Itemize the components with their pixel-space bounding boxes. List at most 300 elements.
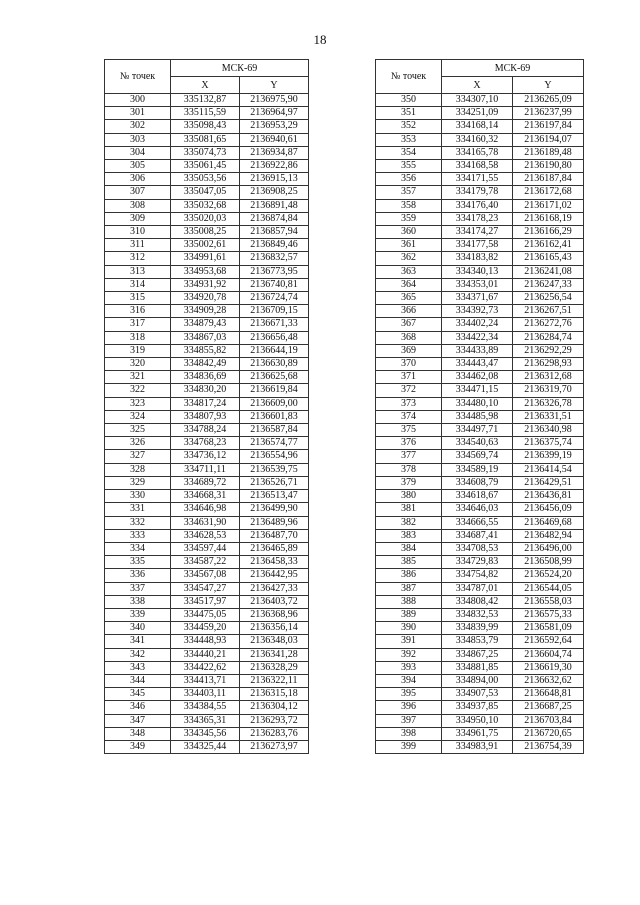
y-coordinate-cell: 2136187,84 [513, 173, 584, 186]
x-coordinate-cell: 334471,15 [442, 384, 513, 397]
y-coordinate-cell: 2136482,94 [513, 529, 584, 542]
y-coordinate-cell: 2136587,84 [240, 424, 309, 437]
x-coordinate-cell: 334448,93 [171, 635, 240, 648]
table-row [105, 688, 309, 701]
y-coordinate-cell: 2136496,00 [513, 542, 584, 555]
x-coordinate-cell: 334953,68 [171, 265, 240, 278]
points-header: № точек [105, 60, 171, 94]
x-coordinate-cell: 334371,67 [442, 292, 513, 305]
x-coordinate-cell: 334788,24 [171, 424, 240, 437]
x-coordinate-cell: 334666,55 [442, 516, 513, 529]
y-coordinate-cell: 2136720,65 [513, 727, 584, 740]
x-coordinate-cell: 334168,14 [442, 120, 513, 133]
coordinates-table-right [375, 59, 584, 754]
x-coordinate-cell: 334631,90 [171, 516, 240, 529]
x-coordinate-cell: 334668,31 [171, 490, 240, 503]
y-coordinate-cell: 2136558,03 [513, 595, 584, 608]
x-coordinate-cell: 334879,43 [171, 318, 240, 331]
y-coordinate-cell: 2136724,74 [240, 292, 309, 305]
y-coordinate-cell: 2136740,81 [240, 278, 309, 291]
y-coordinate-cell: 2136709,15 [240, 305, 309, 318]
point-number-cell: 363 [376, 265, 442, 278]
coordinates-table-left [104, 59, 309, 754]
y-coordinate-cell: 2136592,64 [513, 635, 584, 648]
point-number-cell: 355 [376, 160, 442, 173]
point-number-cell: 392 [376, 648, 442, 661]
y-coordinate-cell: 2136247,33 [513, 278, 584, 291]
table-body [105, 94, 309, 754]
table-row [376, 490, 584, 503]
y-coordinate-cell: 2136298,93 [513, 358, 584, 371]
x-coordinate-cell: 334618,67 [442, 490, 513, 503]
y-coordinate-cell: 2136328,29 [240, 661, 309, 674]
y-coordinate-cell: 2136172,68 [513, 186, 584, 199]
y-coordinate-cell: 2136465,89 [240, 542, 309, 555]
coordinate-system-header: МСК-69 [171, 60, 309, 77]
x-coordinate-cell: 335002,61 [171, 239, 240, 252]
y-coordinate-cell: 2136284,74 [513, 331, 584, 344]
y-coordinate-cell: 2136671,33 [240, 318, 309, 331]
point-number-cell: 375 [376, 424, 442, 437]
table-row [376, 476, 584, 489]
table-row [105, 239, 309, 252]
point-number-cell: 314 [105, 278, 171, 291]
point-number-cell: 344 [105, 674, 171, 687]
table-row [376, 107, 584, 120]
table-row [376, 450, 584, 463]
point-number-cell: 348 [105, 727, 171, 740]
x-coordinate-cell: 335032,68 [171, 199, 240, 212]
y-coordinate-cell: 2136348,03 [240, 635, 309, 648]
point-number-cell: 311 [105, 239, 171, 252]
y-coordinate-cell: 2136162,41 [513, 239, 584, 252]
x-coordinate-cell: 334569,74 [442, 450, 513, 463]
y-coordinate-cell: 2136544,05 [513, 582, 584, 595]
y-coordinate-cell: 2136632,62 [513, 674, 584, 687]
point-number-cell: 310 [105, 226, 171, 239]
x-coordinate-cell: 334931,92 [171, 278, 240, 291]
y-coordinate-cell: 2136524,20 [513, 569, 584, 582]
point-number-cell: 302 [105, 120, 171, 133]
x-coordinate-cell: 334547,27 [171, 582, 240, 595]
point-number-cell: 391 [376, 635, 442, 648]
table-row [105, 450, 309, 463]
point-number-cell: 330 [105, 490, 171, 503]
x-coordinate-cell: 334961,75 [442, 727, 513, 740]
table-row [376, 358, 584, 371]
point-number-cell: 370 [376, 358, 442, 371]
x-coordinate-cell: 335061,45 [171, 160, 240, 173]
point-number-cell: 316 [105, 305, 171, 318]
point-number-cell: 315 [105, 292, 171, 305]
y-coordinate-cell: 2136513,47 [240, 490, 309, 503]
y-coordinate-cell: 2136644,19 [240, 344, 309, 357]
table-row [376, 529, 584, 542]
table-row [376, 292, 584, 305]
x-coordinate-cell: 334867,25 [442, 648, 513, 661]
point-number-cell: 308 [105, 199, 171, 212]
point-number-cell: 361 [376, 239, 442, 252]
table-row [105, 661, 309, 674]
x-coordinate-cell: 334443,47 [442, 358, 513, 371]
point-number-cell: 351 [376, 107, 442, 120]
table-row [105, 199, 309, 212]
x-coordinate-cell: 334365,31 [171, 714, 240, 727]
x-coordinate-cell: 334768,23 [171, 437, 240, 450]
x-coordinate-cell: 334754,82 [442, 569, 513, 582]
point-number-cell: 354 [376, 146, 442, 159]
x-coordinate-cell: 334165,78 [442, 146, 513, 159]
x-coordinate-cell: 334817,24 [171, 397, 240, 410]
table-row [376, 582, 584, 595]
table-row [376, 424, 584, 437]
y-coordinate-cell: 2136171,02 [513, 199, 584, 212]
y-coordinate-cell: 2136891,48 [240, 199, 309, 212]
table-row [376, 714, 584, 727]
y-coordinate-cell: 2136368,96 [240, 608, 309, 621]
y-coordinate-cell: 2136322,11 [240, 674, 309, 687]
y-coordinate-cell: 2136189,48 [513, 146, 584, 159]
y-coordinate-cell: 2136508,99 [513, 556, 584, 569]
x-coordinate-cell: 334402,24 [442, 318, 513, 331]
y-coordinate-cell: 2136319,70 [513, 384, 584, 397]
x-coordinate-cell: 334711,11 [171, 463, 240, 476]
table-row [376, 556, 584, 569]
x-coordinate-cell: 335081,65 [171, 133, 240, 146]
table-row [105, 424, 309, 437]
table-row [105, 476, 309, 489]
y-coordinate-cell: 2136922,86 [240, 160, 309, 173]
x-header: X [442, 77, 513, 94]
x-coordinate-cell: 334171,55 [442, 173, 513, 186]
x-coordinate-cell: 334413,71 [171, 674, 240, 687]
y-coordinate-cell: 2136293,72 [240, 714, 309, 727]
x-coordinate-cell: 334991,61 [171, 252, 240, 265]
points-header: № точек [376, 60, 442, 94]
y-coordinate-cell: 2136975,90 [240, 94, 309, 107]
table-row [105, 331, 309, 344]
table-row [105, 740, 309, 753]
point-number-cell: 322 [105, 384, 171, 397]
y-coordinate-cell: 2136874,84 [240, 212, 309, 225]
table-row [105, 648, 309, 661]
y-coordinate-cell: 2136190,80 [513, 160, 584, 173]
y-coordinate-cell: 2136292,29 [513, 344, 584, 357]
x-coordinate-cell: 334867,03 [171, 331, 240, 344]
point-number-cell: 372 [376, 384, 442, 397]
point-number-cell: 334 [105, 542, 171, 555]
table-row [105, 516, 309, 529]
point-number-cell: 360 [376, 226, 442, 239]
x-coordinate-cell: 334440,21 [171, 648, 240, 661]
table-row [105, 278, 309, 291]
y-coordinate-cell: 2136625,68 [240, 371, 309, 384]
table-row [105, 371, 309, 384]
table-row [105, 397, 309, 410]
x-coordinate-cell: 335098,43 [171, 120, 240, 133]
x-coordinate-cell: 334689,72 [171, 476, 240, 489]
table-row [376, 542, 584, 555]
y-coordinate-cell: 2136315,18 [240, 688, 309, 701]
y-coordinate-cell: 2136267,51 [513, 305, 584, 318]
x-coordinate-cell: 334983,91 [442, 740, 513, 753]
x-coordinate-cell: 334853,79 [442, 635, 513, 648]
y-coordinate-cell: 2136194,07 [513, 133, 584, 146]
y-coordinate-cell: 2136375,74 [513, 437, 584, 450]
table-row [376, 516, 584, 529]
table-row [105, 133, 309, 146]
y-coordinate-cell: 2136283,76 [240, 727, 309, 740]
y-coordinate-cell: 2136915,13 [240, 173, 309, 186]
y-coordinate-cell: 2136487,70 [240, 529, 309, 542]
x-coordinate-cell: 334353,01 [442, 278, 513, 291]
table-row [376, 635, 584, 648]
point-number-cell: 338 [105, 595, 171, 608]
x-coordinate-cell: 334160,32 [442, 133, 513, 146]
point-number-cell: 387 [376, 582, 442, 595]
x-coordinate-cell: 334808,42 [442, 595, 513, 608]
y-coordinate-cell: 2136256,54 [513, 292, 584, 305]
point-number-cell: 385 [376, 556, 442, 569]
x-coordinate-cell: 334907,53 [442, 688, 513, 701]
y-coordinate-cell: 2136575,33 [513, 608, 584, 621]
y-coordinate-cell: 2136442,95 [240, 569, 309, 582]
y-coordinate-cell: 2136265,09 [513, 94, 584, 107]
y-header: Y [513, 77, 584, 94]
table-row [376, 648, 584, 661]
table-row [105, 608, 309, 621]
x-coordinate-cell: 334937,85 [442, 701, 513, 714]
point-number-cell: 366 [376, 305, 442, 318]
y-coordinate-cell: 2136773,95 [240, 265, 309, 278]
x-coordinate-cell: 334497,71 [442, 424, 513, 437]
table-row [105, 556, 309, 569]
table-row [376, 569, 584, 582]
point-number-cell: 324 [105, 410, 171, 423]
y-coordinate-cell: 2136526,71 [240, 476, 309, 489]
y-coordinate-cell: 2136166,29 [513, 226, 584, 239]
y-coordinate-cell: 2136849,46 [240, 239, 309, 252]
x-coordinate-cell: 334183,82 [442, 252, 513, 265]
y-coordinate-cell: 2136656,48 [240, 331, 309, 344]
table-row [376, 252, 584, 265]
x-coordinate-cell: 335053,56 [171, 173, 240, 186]
table-row [105, 595, 309, 608]
table-row [376, 120, 584, 133]
y-coordinate-cell: 2136953,29 [240, 120, 309, 133]
x-coordinate-cell: 334807,93 [171, 410, 240, 423]
x-coordinate-cell: 334251,09 [442, 107, 513, 120]
point-number-cell: 328 [105, 463, 171, 476]
point-number-cell: 333 [105, 529, 171, 542]
coordinate-system-header: МСК-69 [442, 60, 584, 77]
point-number-cell: 377 [376, 450, 442, 463]
y-coordinate-cell: 2136574,77 [240, 437, 309, 450]
point-number-cell: 320 [105, 358, 171, 371]
table-row [105, 265, 309, 278]
y-coordinate-cell: 2136609,00 [240, 397, 309, 410]
table-row [376, 265, 584, 278]
point-number-cell: 307 [105, 186, 171, 199]
y-coordinate-cell: 2136754,39 [513, 740, 584, 753]
table-row [376, 344, 584, 357]
y-coordinate-cell: 2136414,54 [513, 463, 584, 476]
table-row [376, 622, 584, 635]
point-number-cell: 384 [376, 542, 442, 555]
table-row [376, 199, 584, 212]
point-number-cell: 337 [105, 582, 171, 595]
table-row [376, 371, 584, 384]
table-row [376, 186, 584, 199]
x-coordinate-cell: 334567,08 [171, 569, 240, 582]
table-row [376, 384, 584, 397]
table-row [105, 490, 309, 503]
point-number-cell: 362 [376, 252, 442, 265]
point-number-cell: 365 [376, 292, 442, 305]
x-coordinate-cell: 334587,22 [171, 556, 240, 569]
x-coordinate-cell: 334422,34 [442, 331, 513, 344]
y-coordinate-cell: 2136458,33 [240, 556, 309, 569]
x-coordinate-cell: 335008,25 [171, 226, 240, 239]
point-number-cell: 309 [105, 212, 171, 225]
x-coordinate-cell: 334168,58 [442, 160, 513, 173]
table-row [105, 410, 309, 423]
x-coordinate-cell: 334646,03 [442, 503, 513, 516]
table-row [376, 688, 584, 701]
x-coordinate-cell: 334687,41 [442, 529, 513, 542]
x-coordinate-cell: 335020,03 [171, 212, 240, 225]
table-row [105, 674, 309, 687]
table-row [376, 595, 584, 608]
table-row [376, 674, 584, 687]
y-coordinate-cell: 2136436,81 [513, 490, 584, 503]
point-number-cell: 358 [376, 199, 442, 212]
table-row [376, 239, 584, 252]
point-number-cell: 301 [105, 107, 171, 120]
point-number-cell: 350 [376, 94, 442, 107]
table-row [105, 344, 309, 357]
point-number-cell: 329 [105, 476, 171, 489]
table-row [105, 146, 309, 159]
table-row [105, 94, 309, 107]
y-coordinate-cell: 2136197,84 [513, 120, 584, 133]
y-coordinate-cell: 2136934,87 [240, 146, 309, 159]
y-coordinate-cell: 2136356,14 [240, 622, 309, 635]
table-row [376, 278, 584, 291]
point-number-cell: 342 [105, 648, 171, 661]
x-coordinate-cell: 334909,28 [171, 305, 240, 318]
y-coordinate-cell: 2136168,19 [513, 212, 584, 225]
x-coordinate-cell: 334422,62 [171, 661, 240, 674]
table-row [376, 503, 584, 516]
point-number-cell: 352 [376, 120, 442, 133]
table-row [376, 727, 584, 740]
y-coordinate-cell: 2136687,25 [513, 701, 584, 714]
point-number-cell: 332 [105, 516, 171, 529]
point-number-cell: 303 [105, 133, 171, 146]
x-coordinate-cell: 334178,23 [442, 212, 513, 225]
x-coordinate-cell: 334836,69 [171, 371, 240, 384]
point-number-cell: 383 [376, 529, 442, 542]
y-coordinate-cell: 2136273,97 [240, 740, 309, 753]
y-coordinate-cell: 2136331,51 [513, 410, 584, 423]
point-number-cell: 327 [105, 450, 171, 463]
point-number-cell: 399 [376, 740, 442, 753]
x-coordinate-cell: 334384,55 [171, 701, 240, 714]
x-coordinate-cell: 334340,13 [442, 265, 513, 278]
table-row [376, 331, 584, 344]
x-coordinate-cell: 334894,00 [442, 674, 513, 687]
table-row [376, 318, 584, 331]
y-coordinate-cell: 2136429,51 [513, 476, 584, 489]
y-coordinate-cell: 2136456,09 [513, 503, 584, 516]
y-coordinate-cell: 2136857,94 [240, 226, 309, 239]
point-number-cell: 380 [376, 490, 442, 503]
table-row [376, 173, 584, 186]
x-coordinate-cell: 334325,44 [171, 740, 240, 753]
table-row [105, 292, 309, 305]
x-coordinate-cell: 334480,10 [442, 397, 513, 410]
point-number-cell: 389 [376, 608, 442, 621]
y-coordinate-cell: 2136964,97 [240, 107, 309, 120]
table-row [105, 635, 309, 648]
table-row [105, 503, 309, 516]
table-row [376, 160, 584, 173]
point-number-cell: 325 [105, 424, 171, 437]
point-number-cell: 394 [376, 674, 442, 687]
point-number-cell: 347 [105, 714, 171, 727]
point-number-cell: 368 [376, 331, 442, 344]
point-number-cell: 312 [105, 252, 171, 265]
x-coordinate-cell: 334403,11 [171, 688, 240, 701]
table-row [105, 437, 309, 450]
point-number-cell: 364 [376, 278, 442, 291]
y-coordinate-cell: 2136304,12 [240, 701, 309, 714]
table-row [105, 701, 309, 714]
point-number-cell: 395 [376, 688, 442, 701]
table-row [376, 305, 584, 318]
y-coordinate-cell: 2136908,25 [240, 186, 309, 199]
y-coordinate-cell: 2136539,75 [240, 463, 309, 476]
x-coordinate-cell: 334174,27 [442, 226, 513, 239]
x-coordinate-cell: 335074,73 [171, 146, 240, 159]
point-number-cell: 396 [376, 701, 442, 714]
x-coordinate-cell: 335047,05 [171, 186, 240, 199]
table-row [105, 714, 309, 727]
x-coordinate-cell: 334179,78 [442, 186, 513, 199]
x-coordinate-cell: 334830,20 [171, 384, 240, 397]
y-coordinate-cell: 2136601,83 [240, 410, 309, 423]
x-coordinate-cell: 334485,98 [442, 410, 513, 423]
table-row [376, 437, 584, 450]
y-coordinate-cell: 2136554,96 [240, 450, 309, 463]
x-coordinate-cell: 334459,20 [171, 622, 240, 635]
table-row [105, 107, 309, 120]
x-coordinate-cell: 334729,83 [442, 556, 513, 569]
x-coordinate-cell: 334517,97 [171, 595, 240, 608]
page-number: 18 [313, 32, 327, 47]
point-number-cell: 339 [105, 608, 171, 621]
point-number-cell: 323 [105, 397, 171, 410]
point-number-cell: 379 [376, 476, 442, 489]
point-number-cell: 349 [105, 740, 171, 753]
table-row [376, 212, 584, 225]
y-coordinate-cell: 2136272,76 [513, 318, 584, 331]
x-coordinate-cell: 334176,40 [442, 199, 513, 212]
x-coordinate-cell: 334842,49 [171, 358, 240, 371]
table-row [376, 133, 584, 146]
point-number-cell: 386 [376, 569, 442, 582]
